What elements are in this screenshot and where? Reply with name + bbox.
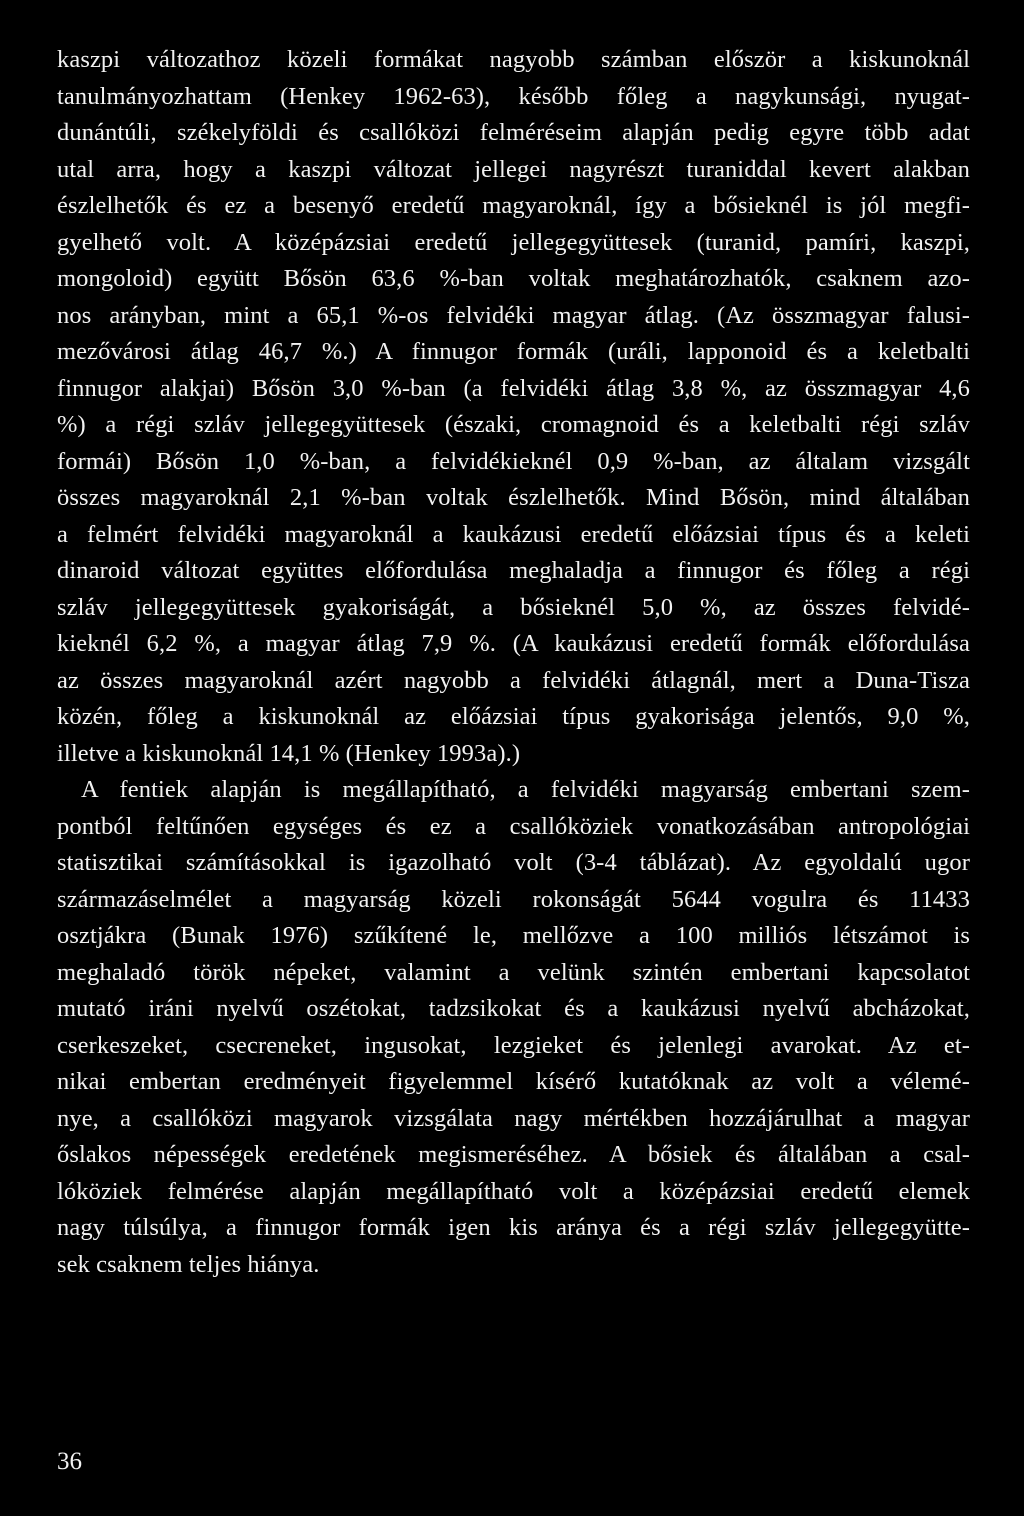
paragraph-2 bbox=[57, 772, 970, 1283]
text-line: mongoloid) együtt Bősön 63,6 %-ban voltak meghatározhatók, csaknem azo- bbox=[57, 265, 970, 292]
text-line: A fentiek alapján is megállapítható, a felvidéki magyarság embertani szem- bbox=[81, 776, 970, 803]
text-line: nagy túlsúlya, a finnugor formák igen kis aránya és a régi szláv jellegegyütte- bbox=[57, 1214, 970, 1241]
text-line: lóköziek felmérése alapján megállapítható volt a középázsiai eredetű elemek bbox=[57, 1177, 970, 1205]
text-line: az összes magyaroknál azért nagyobb a felvidéki átlagnál, mert a Duna-Tisza bbox=[57, 666, 970, 694]
text-line: őslakos népességek eredetének megismeréséhez. A bősiek és általában a csal- bbox=[57, 1141, 970, 1168]
text-line: utal arra, hogy a kaszpi változat jellegei nagyrészt turaniddal kevert alakban bbox=[57, 155, 970, 183]
text-line: nikai embertan eredményeit figyelemmel kísérő kutatóknak az volt a vélemé- bbox=[57, 1068, 970, 1095]
text-line: nye, a csallóközi magyarok vizsgálata nagy mértékben hozzájárulhat a magyar bbox=[57, 1104, 970, 1132]
text-line: finnugor alakjai) Bősön 3,0 %-ban (a felvidéki átlag 3,8 %, az összmagyar 4,6 bbox=[57, 374, 970, 402]
text-line: észlelhetők és ez a besenyő eredetű magyaroknál, így a bősieknél is jól megfi- bbox=[57, 192, 970, 219]
text-line: összes magyaroknál 2,1 %-ban voltak észlelhetők. Mind Bősön, mind általában bbox=[57, 484, 970, 511]
text-line: illetve a kiskunoknál 14,1 % (Henkey 1993a).) bbox=[57, 739, 521, 767]
text-line: pontból feltűnően egységes és ez a csallóköziek vonatkozásában antropológiai bbox=[57, 812, 970, 840]
text-line: mutató iráni nyelvű oszétokat, tadzsikokat és a kaukázusi nyelvű abcházokat, bbox=[57, 995, 970, 1022]
text-line: dunántúli, székelyföldi és csallóközi felméréseim alapján pedig egyre több adat bbox=[57, 119, 970, 146]
text-line: szláv jellegegyüttesek gyakoriságát, a bősieknél 5,0 %, az összes felvidé- bbox=[57, 593, 970, 621]
text-line: meghaladó török népeket, valamint a velünk szintén embertani kapcsolatot bbox=[57, 958, 970, 986]
text-line: osztjákra (Bunak 1976) szűkítené le, mellőzve a 100 milliós létszámot is bbox=[57, 922, 970, 949]
text-line: %) a régi szláv jellegegyüttesek (északi, cromagnoid és a keletbalti régi szláv bbox=[57, 411, 970, 438]
text-line: mezővárosi átlag 46,7 %.) A finnugor formák (uráli, lapponoid és a keletbalti bbox=[57, 338, 970, 365]
text-line: tanulmányozhattam (Henkey 1962-63), később főleg a nagykunsági, nyugat- bbox=[57, 82, 970, 110]
text-line: közén, főleg a kiskunoknál az előázsiai típus gyakorisága jelentős, 9,0 %, bbox=[57, 703, 970, 730]
text-line: statisztikai számításokkal is igazolható volt (3-4 táblázat). Az egyoldalú ugor bbox=[57, 849, 970, 876]
paragraph-1 bbox=[57, 42, 970, 772]
text-line: nos arányban, mint a 65,1 %-os felvidéki magyar átlag. (Az összmagyar falusi- bbox=[57, 301, 970, 329]
text-line: kaszpi változathoz közeli formákat nagyobb számban először a kiskunoknál bbox=[57, 46, 970, 73]
text-line: származáselmélet a magyarság közeli rokonságát 5644 vogulra és 11433 bbox=[57, 885, 970, 913]
text-line: kieknél 6,2 %, a magyar átlag 7,9 %. (A kaukázusi eredetű formák előfordulása bbox=[57, 630, 970, 657]
text-line: gyelhető volt. A középázsiai eredetű jellegegyüttesek (turanid, pamíri, kaszpi, bbox=[57, 228, 970, 256]
page-body bbox=[57, 42, 970, 1283]
text-line: formái) Bősön 1,0 %-ban, a felvidékieknél 0,9 %-ban, az általam vizsgált bbox=[57, 447, 970, 475]
text-line: a felmért felvidéki magyaroknál a kaukázusi eredetű előázsiai típus és a keleti bbox=[57, 520, 970, 548]
text-line: cserkeszeket, csecreneket, ingusokat, lezgieket és jelenlegi avarokat. Az et- bbox=[57, 1031, 970, 1059]
page-number: 36 bbox=[57, 1448, 82, 1475]
text-line: dinaroid változat együttes előfordulása meghaladja a finnugor és főleg a régi bbox=[57, 557, 970, 584]
text-line: sek csaknem teljes hiánya. bbox=[57, 1250, 320, 1278]
